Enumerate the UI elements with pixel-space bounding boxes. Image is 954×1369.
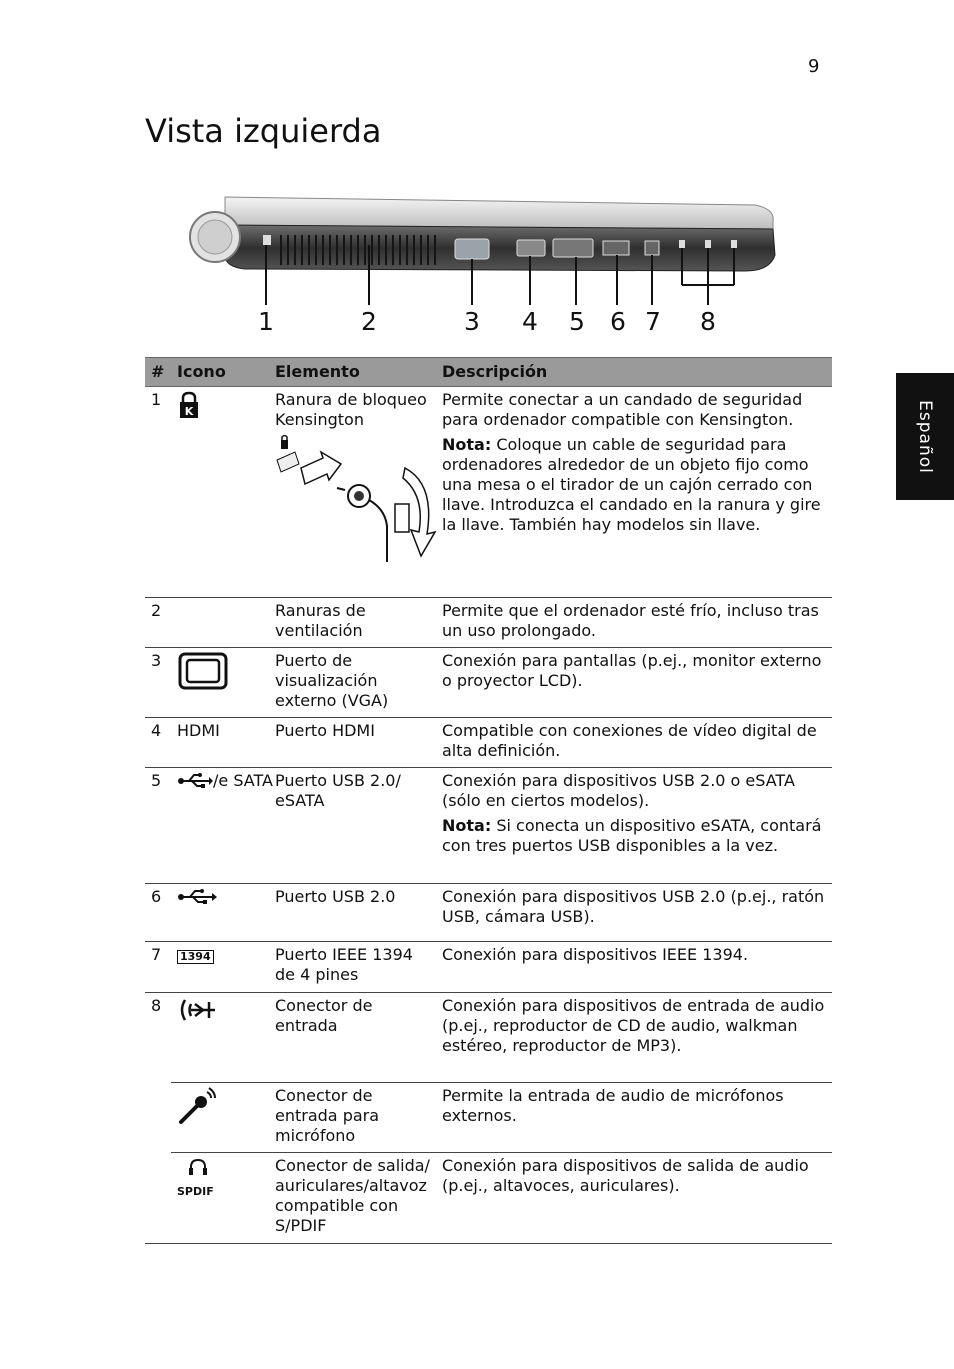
esata-label: /e SATA — [213, 771, 273, 790]
row-description: Permite que el ordenador esté frío, incluso tras un uso prolongado. — [436, 598, 832, 648]
callout-2: 2 — [361, 307, 377, 336]
row-icon — [171, 1083, 269, 1153]
callout-8: 8 — [700, 307, 716, 336]
row-num: 2 — [145, 598, 171, 648]
element-name: Ranura de bloqueo Kensington — [275, 390, 427, 429]
row-icon — [171, 387, 269, 598]
microphone-icon — [177, 1086, 217, 1126]
language-tab-label: Español — [915, 399, 935, 474]
callout-7: 7 — [645, 307, 661, 336]
row-element: Conector de entrada para micrófono — [269, 1083, 436, 1153]
table-row — [145, 1083, 832, 1153]
row-num: 4 — [145, 718, 171, 768]
row-element — [269, 387, 436, 598]
ports-table — [145, 357, 832, 1244]
row-description — [436, 387, 832, 598]
row-icon — [171, 942, 269, 993]
ieee1394-icon: 1394 — [177, 950, 214, 964]
row-icon — [171, 768, 273, 884]
row-num: 1 — [145, 387, 171, 598]
row-element: Puerto USB 2.0 — [269, 884, 436, 942]
row-element: Conector de entrada — [269, 993, 436, 1083]
header-num: # — [145, 358, 171, 387]
svg-text:K: K — [184, 405, 194, 418]
row-description: Conexión para dispositivos de salida de audio (p.ej., altavoces, auriculares). — [436, 1153, 832, 1244]
kensington-lock-illustration — [275, 434, 440, 564]
row-description: Permite la entrada de audio de micrófonos externos. — [436, 1083, 832, 1153]
language-tab — [896, 373, 954, 500]
page-number: 9 — [808, 56, 820, 77]
row-element: Puerto IEEE 1394 de 4 pines — [269, 942, 436, 993]
table-row — [145, 942, 832, 993]
row-icon — [171, 993, 269, 1083]
usb-esata-icon — [177, 771, 213, 789]
vga-monitor-icon — [177, 651, 229, 691]
row-num: 8 — [151, 996, 162, 1015]
row-icon — [171, 598, 269, 648]
note-text: Coloque un cable de seguridad para ordenadores alrededor de un objeto fijo como una mesa o el tirador de un cajón cerrado con llave. Introduzca el candado en la ranura y gire la llave. También hay modelos sin llave. — [442, 435, 821, 534]
table-row — [145, 993, 832, 1083]
note — [442, 435, 826, 535]
row-description: Compatible con conexiones de vídeo digital de alta definición. — [436, 718, 832, 768]
row-element: Ranuras de ventilación — [269, 598, 436, 648]
table-row — [145, 598, 832, 648]
row-icon — [171, 884, 269, 942]
spdif-label: SPDIF — [177, 1185, 214, 1198]
header-element: Elemento — [269, 358, 436, 387]
header-description: Descripción — [436, 358, 832, 387]
callout-5: 5 — [569, 307, 585, 336]
row-element: Puerto de visualización externo (VGA) — [269, 648, 436, 718]
hdmi-label: HDMI — [171, 718, 269, 768]
table-row — [145, 884, 832, 942]
description-text: Permite conectar a un candado de seguridad para ordenador compatible con Kensington. — [442, 390, 803, 429]
page-title: Vista izquierda — [145, 112, 382, 150]
table-row — [145, 768, 832, 884]
row-num: 7 — [145, 942, 171, 993]
callout-4: 4 — [522, 307, 538, 336]
row-num — [145, 1083, 171, 1153]
table-row — [145, 387, 832, 598]
header-icon: Icono — [171, 358, 269, 387]
table-row — [145, 648, 832, 718]
row-num: 5 — [145, 768, 171, 884]
row-description: Conexión para dispositivos de entrada de audio (p.ej., reproductor de CD de audio, walkman estéreo, reproductor de MP3). — [436, 993, 832, 1083]
row-num: 3 — [145, 648, 171, 718]
note-label: Nota: — [442, 435, 492, 454]
table-row — [145, 718, 832, 768]
kensington-lock-icon — [177, 390, 201, 420]
row-description: Conexión para dispositivos USB 2.0 (p.ej., ratón USB, cámara USB). — [436, 884, 832, 942]
row-description — [436, 768, 832, 884]
row-num — [145, 1153, 171, 1244]
row-icon — [171, 648, 269, 718]
callout-3: 3 — [464, 307, 480, 336]
row-description: Conexión para pantallas (p.ej., monitor externo o proyector LCD). — [436, 648, 832, 718]
callout-6: 6 — [610, 307, 626, 336]
description-text: Conexión para dispositivos USB 2.0 o eSATA (sólo en ciertos modelos). — [442, 771, 795, 810]
table-row — [145, 1153, 832, 1244]
note-label: Nota: — [442, 816, 492, 835]
table-header-row — [145, 358, 832, 387]
row-description: Conexión para dispositivos IEEE 1394. — [436, 942, 832, 993]
callout-1: 1 — [258, 307, 274, 336]
row-num: 6 — [145, 884, 171, 942]
note — [442, 816, 826, 856]
line-in-icon — [177, 996, 219, 1024]
row-icon — [171, 1153, 269, 1244]
row-element: Puerto USB 2.0/ eSATA — [269, 768, 436, 884]
row-element: Conector de salida/ auriculares/altavoz compatible con S/PDIF — [269, 1153, 436, 1244]
usb-icon — [177, 887, 217, 905]
row-element: Puerto HDMI — [269, 718, 436, 768]
note-text: Si conecta un dispositivo eSATA, contará con tres puertos USB disponibles a la vez. — [442, 816, 822, 855]
